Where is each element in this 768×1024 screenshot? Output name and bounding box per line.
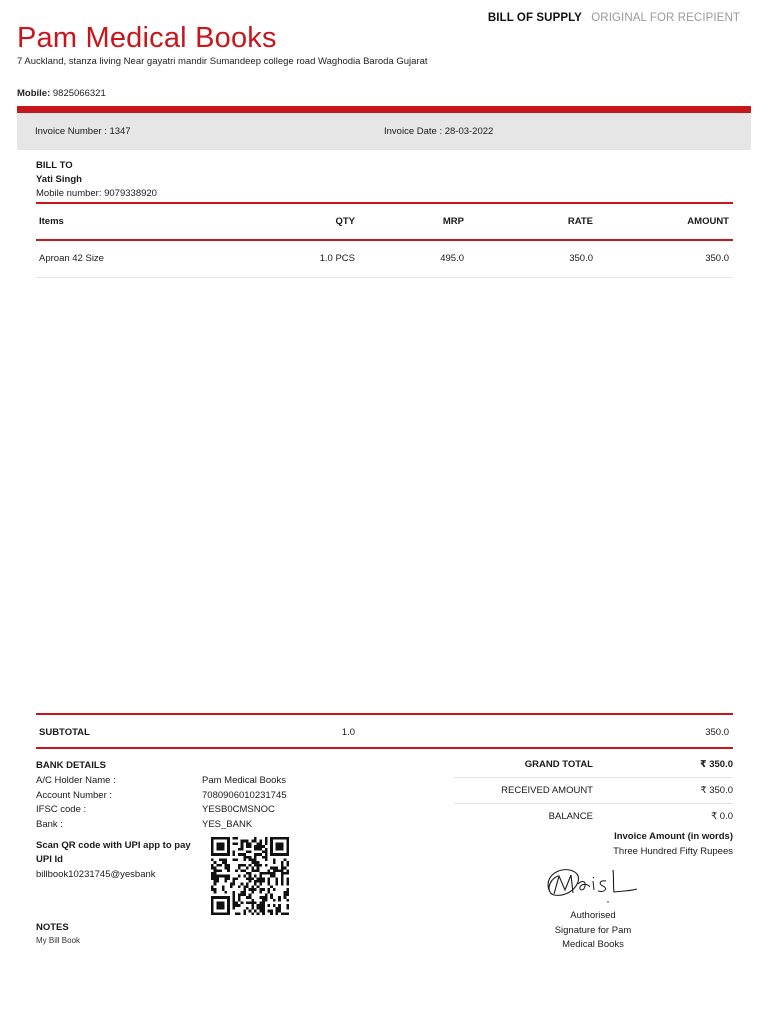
received-amount-value: ₹ 350.0	[700, 785, 733, 796]
signature-caption-line-2: Signature for Pam	[554, 924, 632, 936]
totals-divider-1	[454, 777, 733, 778]
account-number-label: Account Number :	[36, 790, 113, 801]
subtotal-label: SUBTOTAL	[39, 727, 90, 738]
authorised-signature-icon	[540, 860, 646, 906]
signature-caption-line-1: Authorised	[570, 910, 616, 921]
column-header-rate: RATE	[567, 216, 593, 227]
grand-total-value: ₹ 350.0	[699, 759, 733, 770]
column-header-qty: QTY	[335, 216, 355, 227]
table-top-rule	[36, 202, 733, 204]
bill-of-supply-label: BILL OF SUPPLY	[487, 12, 582, 24]
received-amount-label: RECEIVED AMOUNT	[501, 785, 593, 796]
invoice-number: Invoice Number : 1347	[35, 126, 131, 137]
holder-name-label: A/C Holder Name :	[36, 775, 116, 786]
bill-to-heading: BILL TO	[36, 160, 73, 171]
balance-value: ₹ 0.0	[711, 811, 733, 822]
subtotal-top-rule	[36, 713, 733, 715]
item-mrp: 495.0	[440, 253, 464, 264]
item-amount: 350.0	[705, 253, 729, 264]
totals-divider-2	[454, 803, 733, 804]
column-header-items: Items	[39, 216, 64, 227]
amount-in-words-label: Invoice Amount (in words)	[614, 831, 733, 842]
company-mobile-value: 9825066321	[52, 88, 106, 99]
table-row	[36, 241, 733, 277]
invoice-date: Invoice Date : 28-03-2022	[384, 126, 494, 137]
amount-in-words-value: Three Hundred Fifty Rupees	[613, 846, 733, 857]
company-mobile	[17, 88, 106, 99]
account-number-value: 7080906010231745	[202, 790, 287, 801]
invoice-meta-band	[17, 113, 751, 150]
document-type	[488, 12, 740, 24]
company-name: Pam Medical Books	[17, 22, 277, 54]
item-name: Aproan 42 Size	[39, 253, 104, 264]
notes-heading: NOTES	[36, 922, 69, 933]
column-header-amount: AMOUNT	[687, 216, 729, 227]
signature-caption	[540, 909, 646, 953]
copy-label: ORIGINAL FOR RECIPIENT	[591, 12, 740, 24]
company-address: 7 Auckland, stanza living Near gayatri mandir Sumandeep college road Waghodia Baroda Gujarat	[17, 56, 428, 67]
bank-name-value: YES_BANK	[202, 819, 253, 830]
header-accent-bar	[17, 106, 751, 113]
bank-details-heading: BANK DETAILS	[36, 760, 107, 771]
upi-id-label: UPI Id	[36, 854, 63, 865]
bill-to-mobile: Mobile number: 9079338920	[36, 188, 157, 199]
subtotal-amount: 350.0	[705, 727, 729, 738]
upi-qr-code-icon	[210, 837, 290, 915]
subtotal-bottom-rule	[36, 747, 733, 749]
holder-name-value: Pam Medical Books	[202, 775, 286, 786]
subtotal-qty: 1.0	[341, 727, 355, 738]
signature-caption-line-3: Medical Books	[562, 939, 624, 950]
balance-label: BALANCE	[548, 811, 593, 822]
bill-to-name: Yati Singh	[36, 174, 82, 185]
column-header-mrp: MRP	[442, 216, 464, 227]
bank-name-label: Bank :	[36, 819, 63, 830]
grand-total-label: GRAND TOTAL	[524, 759, 593, 770]
ifsc-code-value: YESB0CMSNOC	[202, 804, 275, 815]
item-rate: 350.0	[569, 253, 593, 264]
upi-id-value: billbook10231745@yesbank	[36, 869, 156, 880]
upi-scan-instruction: Scan QR code with UPI app to pay	[36, 840, 191, 851]
table-row-divider	[36, 277, 733, 278]
ifsc-code-label: IFSC code :	[36, 804, 87, 815]
notes-text: My Bill Book	[36, 936, 81, 945]
company-mobile-label: Mobile:	[17, 88, 51, 99]
item-qty: 1.0 PCS	[319, 253, 355, 264]
